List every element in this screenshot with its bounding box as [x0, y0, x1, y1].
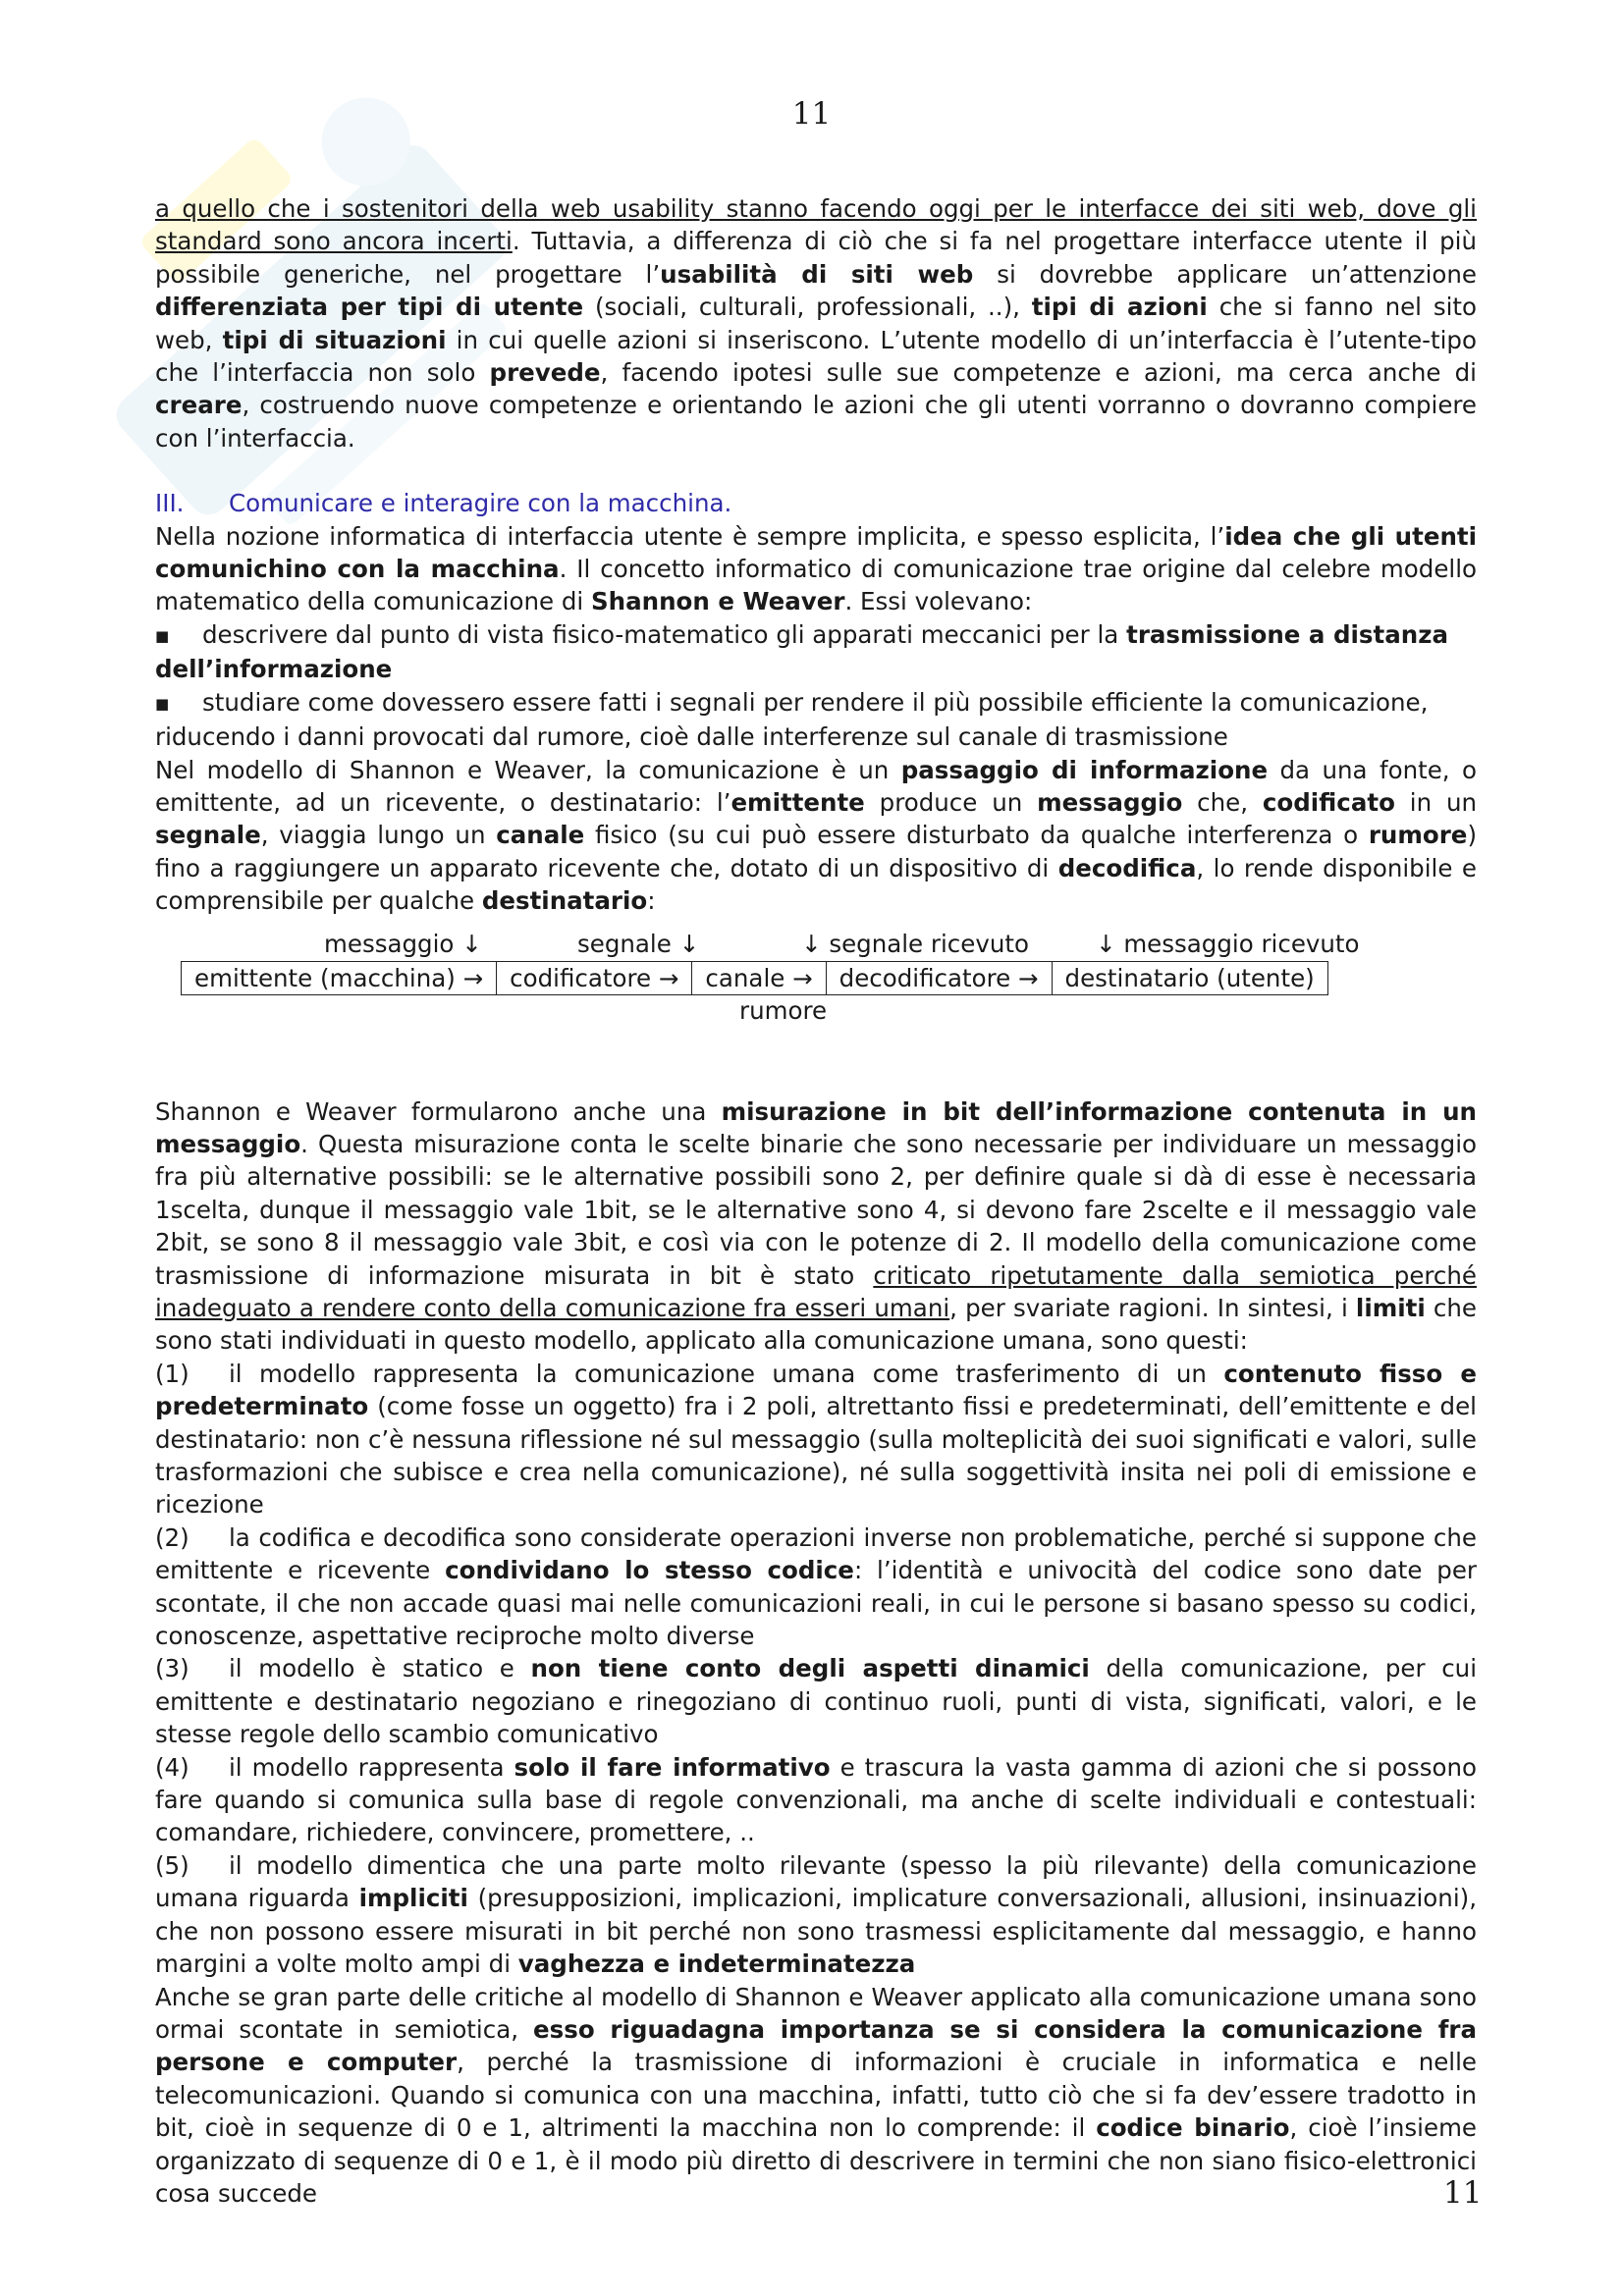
section-title: Comunicare e interagire con la macchina.: [229, 489, 732, 518]
section-number: III.: [155, 489, 185, 518]
limit-point-2: (2) la codifica e decodifica sono considerate operazioni inverse non problematiche, perché si suppone che emittente e ricevente condividano lo stesso codice: l’identità e univocità del codice sono date per scontate, il che non accade quasi mai nelle comunicazioni reali, in cui le persone si basano spesso su codici, conoscenze, aspettative reciproche molto diverse: [155, 1522, 1477, 1651]
diagram-table: [181, 961, 1328, 995]
diagram-cell-destinatario: destinatario (utente): [1052, 961, 1327, 994]
diagram-label-segnale: segnale ↓: [577, 929, 700, 958]
limit-point-4: (4) il modello rappresenta solo il fare informativo e trascura la vasta gamma di azioni che si possono fare quando si comunica sulla base di regole convenzionali, ma anche di scelte individuali e contestuali: comandare, richiedere, convincere, promettere, ..: [155, 1752, 1477, 1847]
bullet-item: ■ descrivere dal punto di vista fisico-matematico gli apparati meccanici per la trasmissione a distanza: [155, 618, 1477, 653]
bullet-continuation: dell’informazione: [155, 655, 393, 684]
paragraph-measurement: Shannon e Weaver formularono anche una misurazione in bit dell’informazione contenuta in un messaggio. Questa misurazione conta le scelte binarie che sono necessarie per individuare un messaggio fra più alternative possibili: se le alternative possibili sono 2, per definire quale si dà di esse è necessaria 1scelta, dunque il messaggio vale 1bit, se le alternative sono 4, si devono fare 2scelte e il messaggio vale 2bit, se sono 8 il messaggio vale 3bit, e così via con le potenze di 2. Il modello della comunicazione come trasmissione di informazione misurata in bit è stato criticato ripetutamente dalla semiotica perché inadeguato a rendere conto della comunicazione fra esseri umani, per svariate ragioni. In sintesi, i limiti che sono stati individuati in questo modello, applicato alla comunicazione umana, sono questi:: [155, 1096, 1478, 1356]
paragraph-binary-code: Anche se gran parte delle critiche al modello di Shannon e Weaver applicato alla comunicazione umana sono ormai scontate in semiotica, esso riguadagna importanza se si considera la comunicazione fra persone e computer, perché la trasmissione di informazioni è cruciale in informatica e nelle telecomunicazioni. Quando si comunica con una macchina, infatti, tutto ciò che si fa dev’essere tradotto in bit, cioè in sequenze di 0 e 1, altrimenti la macchina non lo comprende: il codice binario, cioè l’insieme organizzato di sequenze di 0 e 1, è il modo più diretto di descrivere in termini che non siano fisico-elettronici cosa succede: [155, 1982, 1478, 2208]
diagram-cell-emittente: emittente (macchina) →: [182, 961, 497, 994]
page-number-top: 11: [791, 96, 832, 132]
diagram-label-messaggio: messaggio ↓: [324, 929, 482, 958]
bullet-square-icon: ■: [155, 626, 170, 645]
bullet-continuation: riducendo i danni provocati dal rumore, cioè dalle interferenze sul canale di trasmissione: [155, 722, 1228, 752]
limit-point-1: (1) il modello rappresenta la comunicazione umana come trasferimento di un contenuto fisso e predeterminato (come fosse un oggetto) fra i 2 poli, altrettanto fissi e predeterminati, dell’emittente e del destinatario: non c’è nessuna riflessione né sul messaggio (sulla molteplicità dei suoi significati e valori, sulle trasformazioni che subisce e crea nella comunicazione), né sulla soggettività insita nei poli di emissione e ricezione: [155, 1359, 1478, 1520]
paragraph-model: Nel modello di Shannon e Weaver, la comunicazione è un passaggio di informazione da una fonte, o emittente, ad un ricevente, o destinatario: l’emittente produce un messaggio che, codificato in un segnale, viaggia lungo un canale fisico (su cui può essere disturbato da qualche interferenza o rumore) fino a raggiungere un apparato ricevente che, dotato di un dispositivo di decodifica, lo rende disponibile e comprensibile per qualche destinatario:: [155, 755, 1478, 916]
bullet-item: ■ studiare come dovessero essere fatti i segnali per rendere il più possibile efficiente la comunicazione,: [155, 686, 1477, 721]
diagram-cell-canale: canale →: [692, 961, 826, 994]
diagram-label-segnale-ricevuto: ↓ segnale ricevuto: [801, 929, 1029, 958]
page-number-bottom: 11: [1443, 2175, 1483, 2211]
diagram-label-messaggio-ricevuto: ↓ messaggio ricevuto: [1096, 929, 1360, 958]
limit-point-5: (5) il modello dimentica che una parte molto rilevante (spesso la più rilevante) della comunicazione umana riguarda impliciti (presupposizioni, implicazioni, implicature conversazionali, allusioni, insinuazioni), che non possono essere misurati in bit perché non sono trasmessi esplicitamente dal messaggio, e hanno margini a volte molto ampi di vaghezza e indeterminatezza: [155, 1850, 1477, 1979]
bullet-square-icon: ■: [155, 694, 170, 713]
communication-diagram: [155, 928, 1477, 1076]
diagram-cell-codificatore: codificatore →: [497, 961, 692, 994]
diagram-label-rumore: rumore: [739, 995, 828, 1025]
section-heading: [155, 487, 1477, 519]
paragraph-shannon-weaver: Nella nozione informatica di interfaccia utente è sempre implicita, e spesso esplicita, l’idea che gli utenti comunichino con la macchina. Il concetto informatico di comunicazione trae origine dal celebre modello matematico della comunicazione di Shannon e Weaver. Essi volevano:: [155, 521, 1477, 616]
document-body: [155, 192, 1477, 2210]
paragraph-intro: a quello che i sostenitori della web usability stanno facendo oggi per le interfacce dei siti web, dove gli standard sono ancora incerti. Tuttavia, a differenza di ciò che si fa nel progettare interfacce utente il più possibile generiche, nel progettare l’usabilità di siti web si dovrebbe applicare un’attenzione differenziata per tipi di utente (sociali, culturali, professionali, ..), tipi di azioni che si fanno nel sito web, tipi di situazioni in cui quelle azioni si inseriscono. L’utente modello di un’interfaccia è l’utente-tipo che l’interfaccia non solo prevede, facendo ipotesi sulle sue competenze e azioni, ma cerca anche di creare, costruendo nuove competenze e orientando le azioni che gli utenti vorranno o dovranno compiere con l’interfaccia.: [155, 194, 1478, 453]
limit-point-3: (3) il modello è statico e non tiene conto degli aspetti dinamici della comunicazione, per cui emittente e destinatario negoziano e rinegoziano di continuo ruoli, punti di vista, significati, valori, e le stesse regole dello scambio comunicativo: [155, 1654, 1478, 1749]
diagram-cell-decodificatore: decodificatore →: [826, 961, 1052, 994]
